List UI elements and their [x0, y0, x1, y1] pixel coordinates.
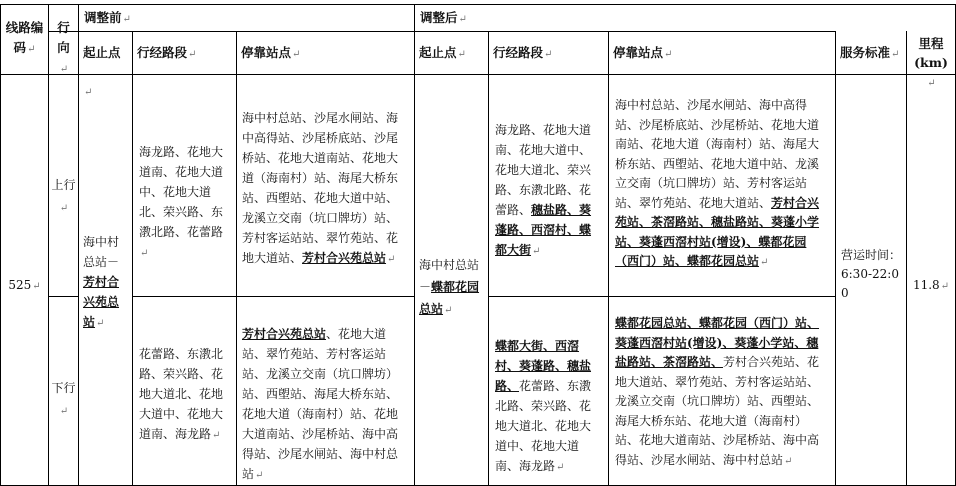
header-direction: 行向↵: [57, 20, 70, 75]
down-before-stops: 芳村合兴苑总站、花地大道站、翠竹苑站、芳村客运站站、龙溪立交南（坑口牌坊）站、西塱站、海尾大桥东站、花地大道（海南村）站、花地大道南站、沙尾桥站、海中高得站、沙尾水闸站、海中村总站↵: [242, 327, 399, 481]
up-before-stops: 海中村总站、沙尾水闸站、海中高得站、沙尾桥底站、沙尾桥站、花地大道南站、花地大道（海南村）站、海尾大桥东站、西塱站、花地大道中站、龙溪立交南（坑口牌坊）站、芳村客运站站、翠竹苑站、花地大道站、芳村合兴苑总站↵: [242, 111, 399, 265]
distance-value: 11.8↵: [912, 278, 950, 292]
header-after-sections: 行经路段↵: [493, 45, 553, 60]
row-divider-up-down: [48, 296, 78, 297]
service-hours: 营运时间：6:30-22:00: [841, 248, 902, 300]
header-route-no: 线路编码↵: [5, 20, 44, 55]
down-after-sections: 蝶都大街、西滘村、葵蓬路、穗盐路、花蕾路、东漖北路、荣兴路、花地大道北、花地大道中、花地大道南、海龙路↵: [495, 339, 592, 473]
down-after-stops: 蝶都花园总站、蝶都花园（西门）站、葵蓬西滘村站(增设)、葵蓬小学站、穗盐路站、茶滘路站、芳村合兴苑站、花地大道站、翠竹苑站、芳村客运站站、龙溪立交南（坑口牌坊）站、西塱站、海尾大桥东站、花地大道（海南村）站、花地大道南站、沙尾桥站、海中高得站、沙尾水闸站、海中村总站↵: [615, 316, 820, 467]
header-after: 调整后↵: [420, 10, 467, 25]
header-after-endpoints: 起止点↵: [419, 45, 466, 60]
up-after-stops: 海中村总站、沙尾水闸站、海中高得站、沙尾桥底站、沙尾桥站、花地大道南站、花地大道（海南村）站、海尾大桥东站、西塱站、花地大道中站、龙溪立交南（坑口牌坊）站、芳村客运站站、翠竹苑站、花地大道站、芳村合兴苑站、茶滘路站、穗盐路站、葵蓬小学站、葵蓬西滘村站(增设)、蝶都花园（西门）站、蝶都花园总站↵: [615, 98, 820, 268]
header-distance: 里程 (km)↵: [914, 36, 948, 89]
route-number: 525↵: [8, 278, 41, 292]
header-before-stops: 停靠站点↵: [241, 45, 301, 60]
header-before: 调整前↵: [84, 10, 131, 25]
up-before-sections: 海龙路、花地大道南、花地大道中、花地大道北、荣兴路、东漖北路、花蕾路↵: [139, 145, 224, 259]
down-before-sections: 花蕾路、东漖北路、荣兴路、花地大道北、花地大道中、花地大道南、海龙路↵: [139, 347, 224, 441]
header-before-endpoints: 起止点↵: [83, 45, 121, 98]
row-divider-up-down-2: [132, 296, 414, 297]
header-divider-2: [0, 74, 956, 75]
before-endpoints: 海中村总站－芳村合兴苑总站↵: [83, 235, 120, 329]
table-border-left: [0, 4, 1, 486]
header-service-standard: 服务标准↵: [840, 45, 900, 60]
row-divider-up-down-3: [488, 296, 835, 297]
after-endpoints: 海中村总站－蝶都花园总站↵: [419, 258, 480, 316]
header-after-stops: 停靠站点↵: [613, 45, 673, 60]
direction-up: 上行↵: [51, 178, 76, 214]
col-line-9: [906, 31, 907, 486]
header-before-sections: 行经路段↵: [137, 45, 197, 60]
up-after-sections: 海龙路、花地大道南、花地大道中、花地大道北、荣兴路、东漖北路、花蕾路、穗盐路、葵蓬路、西滘村、蝶都大街↵: [495, 123, 592, 257]
direction-down: 下行↵: [51, 381, 76, 417]
col-line-5: [414, 4, 415, 486]
